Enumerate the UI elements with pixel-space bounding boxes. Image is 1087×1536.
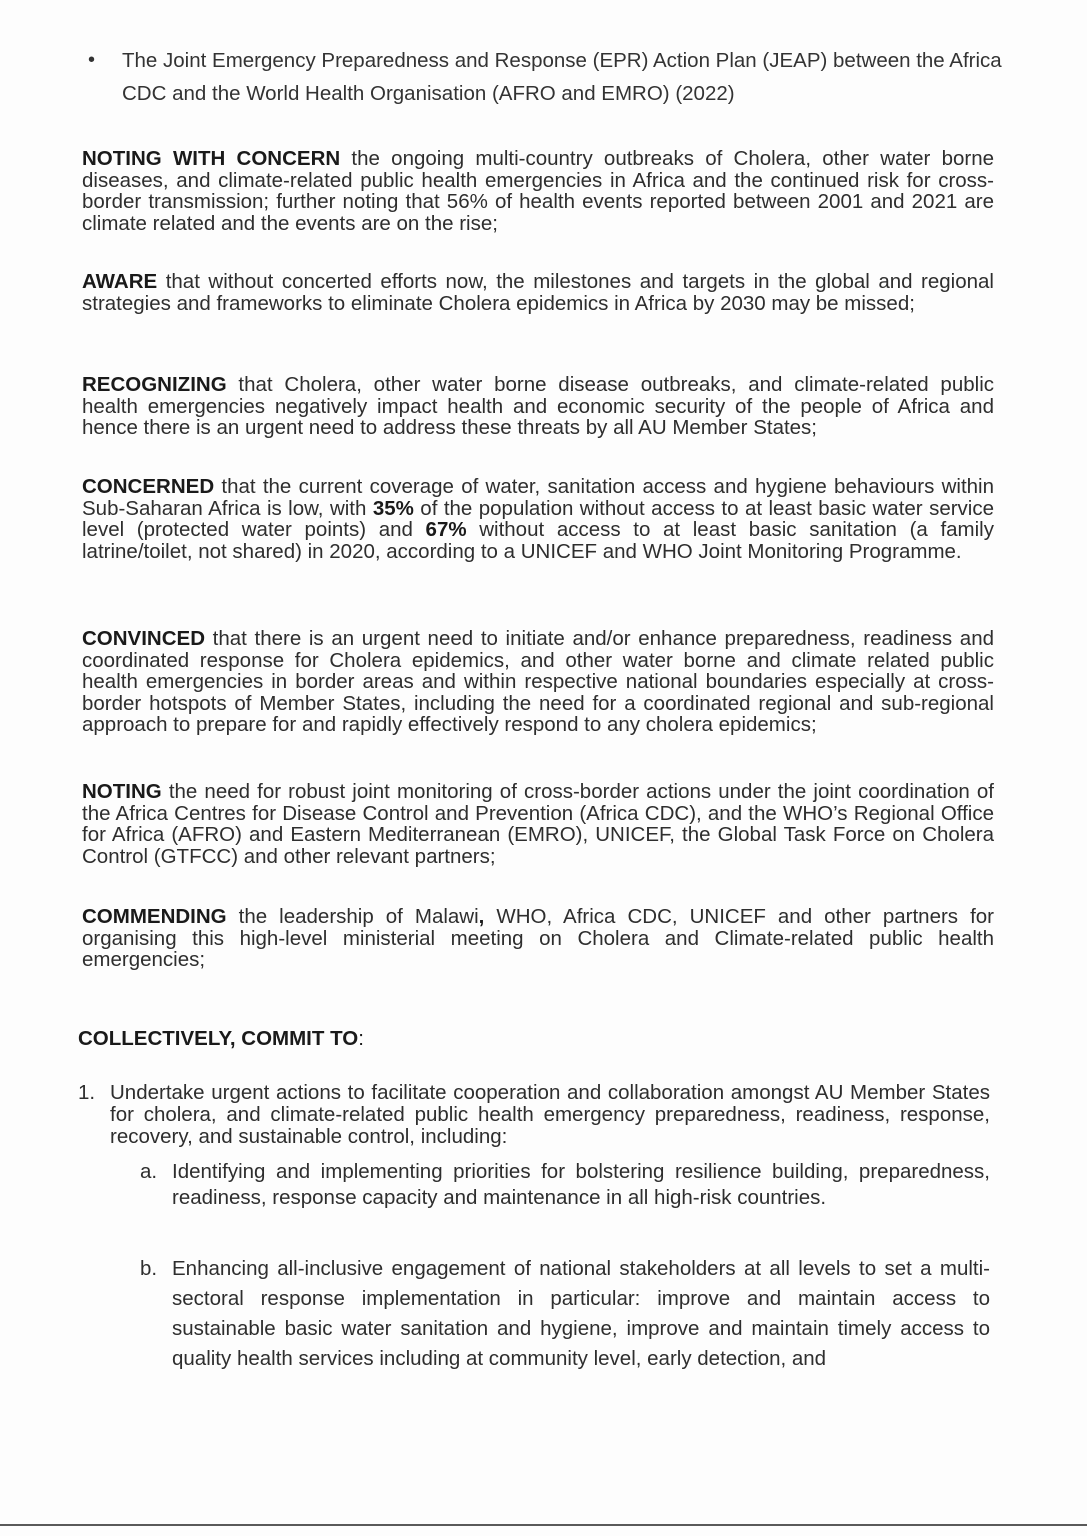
paragraph-text: of the population without access to at least basic water service level (protected water points) and	[82, 496, 994, 541]
paragraph-noting	[82, 781, 994, 867]
paragraph-text: that Cholera, other water borne disease outbreaks, and climate-related public health emergencies negatively impact health and economic security of the people of Africa and hence there is an urgent need to address these threats by all AU Member States;	[82, 373, 994, 439]
item-text: Undertake urgent actions to facilitate cooperation and collaboration amongst AU Member States for cholera, and climate-related public health emergency preparedness, readiness, response, recovery, and sustainable control, including:	[110, 1081, 990, 1148]
commit-heading	[78, 1027, 364, 1051]
paragraph-text: the leadership of Malawi	[226, 905, 479, 928]
paragraph-recognizing	[82, 374, 994, 439]
paragraph-comma: ,	[478, 905, 485, 928]
paragraph-text: that the current coverage of water, sanitation access and hygiene behaviours within Sub-Saharan Africa is low, with	[82, 475, 994, 520]
commit-heading-text: COLLECTIVELY, COMMIT TO	[78, 1027, 359, 1050]
sub-item-text: Identifying and implementing priorities for bolstering resilience building, preparedness, readiness, response capacity and maintenance in all high-risk countries.	[172, 1160, 990, 1209]
paragraph-text: WHO, Africa CDC, UNICEF and other partners for organising this high-level ministerial meeting on Cholera and Climate-related public health emergencies;	[82, 905, 994, 971]
paragraph-lead: NOTING	[82, 780, 162, 803]
paragraph-noting-with-concern	[82, 148, 994, 234]
paragraph-lead: CONCERNED	[82, 475, 215, 498]
paragraph-concerned	[82, 476, 994, 562]
sub-item-letter: a.	[140, 1160, 158, 1183]
numbered-item-1	[78, 1082, 990, 1148]
item-number: 1.	[78, 1081, 96, 1104]
bullet-symbol: •	[88, 49, 96, 71]
paragraph-lead: RECOGNIZING	[82, 373, 227, 396]
paragraph-lead: NOTING WITH CONCERN	[82, 147, 341, 170]
paragraph-convinced	[82, 628, 994, 736]
sub-item-a	[140, 1159, 990, 1211]
page-bottom-rule	[0, 1524, 1087, 1526]
paragraph-lead: CONVINCED	[82, 627, 206, 650]
statistic-sanitation-access: 67%	[425, 518, 467, 541]
paragraph-text: without access to at least basic sanitation (a family latrine/toilet, not shared) in 2020, according to a UNICEF and WHO Joint Monitoring Programme.	[82, 518, 994, 563]
paragraph-text: the ongoing multi-country outbreaks of Cholera, other water borne diseases, and climate-related public health emergencies in Africa and the continued risk for cross-border transmission; further noting that 56% of health events reported between 2001 and 2021 are climate related and the events are on the rise;	[82, 147, 994, 235]
paragraph-lead: AWARE	[82, 270, 158, 293]
sub-item-text: Enhancing all-inclusive engagement of national stakeholders at all levels to set a multi-sectoral response implementation in particular: improve and maintain access to sustainable basic water sanitation and hygiene, improve and maintain timely access to quality health services including at community level, early detection, and	[172, 1257, 990, 1370]
paragraph-text: the need for robust joint monitoring of cross-border actions under the joint coordination of the Africa Centres for Disease Control and Prevention (Africa CDC), and the WHO’s Regional Office for Africa (AFRO) and Eastern Mediterranean (EMRO), UNICEF, the Global Task Force on Cholera Control (GTFCC) and other relevant partners;	[82, 780, 994, 868]
bullet-item-jeap	[88, 44, 1003, 110]
paragraph-text: that without concerted efforts now, the milestones and targets in the global and regional strategies and frameworks to eliminate Cholera epidemics in Africa by 2030 may be missed;	[82, 270, 994, 315]
paragraph-text: that there is an urgent need to initiate and/or enhance preparedness, readiness and coordinated response for Cholera epidemics, and other water borne and climate related public health emergencies in border areas and within respective national boundaries especially at cross-border hotspots of Member States, including the need for a coordinated regional and sub-regional approach to prepare for and rapidly effectively respond to any cholera epidemics;	[82, 627, 994, 736]
sub-item-letter: b.	[140, 1257, 158, 1280]
paragraph-lead: COMMENDING	[82, 905, 227, 928]
bullet-text: The Joint Emergency Preparedness and Response (EPR) Action Plan (JEAP) between the Africa CDC and the World Health Organisation (AFRO and EMRO) (2022)	[122, 49, 1002, 105]
paragraph-commending	[82, 906, 994, 971]
statistic-water-access: 35%	[372, 496, 414, 520]
commit-heading-colon: :	[358, 1027, 364, 1050]
sub-item-b	[140, 1254, 990, 1374]
paragraph-aware	[82, 271, 994, 314]
